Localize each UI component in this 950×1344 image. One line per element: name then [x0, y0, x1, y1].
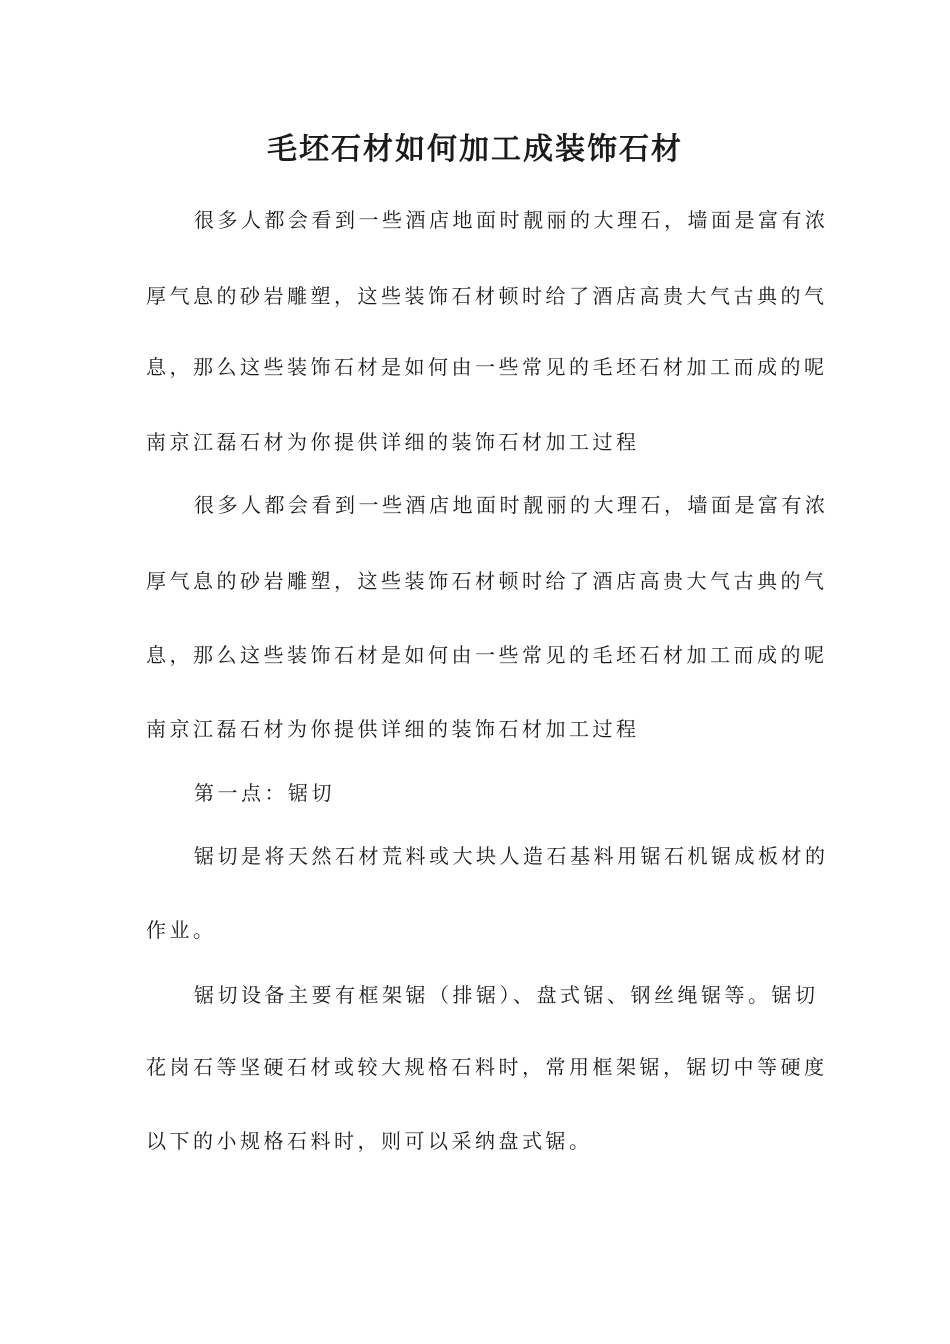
paragraph-2-line-2: 厚气息的砂岩雕塑，这些装饰石材顿时给了酒店高贵大气古典的气	[146, 569, 828, 593]
paragraph-2-line-1: 很多人都会看到一些酒店地面时靓丽的大理石，墙面是富有浓	[194, 493, 829, 517]
paragraph-2-line-4: 南京江磊石材为你提供详细的装饰石材加工过程	[146, 717, 640, 741]
paragraph-1-line-1: 很多人都会看到一些酒店地面时靓丽的大理石，墙面是富有浓	[194, 208, 829, 232]
paragraph-3-line-2: 作业。	[146, 918, 217, 942]
document-title: 毛坯石材如何加工成装饰石材	[267, 132, 683, 167]
paragraph-4-line-3: 以下的小规格石料时，则可以采纳盘式锯。	[146, 1129, 593, 1153]
paragraph-4-line-2: 花岗石等坚硬石材或较大规格石料时，常用框架锯，锯切中等硬度	[146, 1055, 828, 1079]
section-heading: 第一点：锯切	[194, 781, 335, 805]
paragraph-1-line-2: 厚气息的砂岩雕塑，这些装饰石材顿时给了酒店高贵大气古典的气	[146, 284, 828, 308]
paragraph-1-line-3: 息，那么这些装饰石材是如何由一些常见的毛坯石材加工而成的呢	[146, 355, 828, 379]
paragraph-4-line-1: 锯切设备主要有框架锯（排锯）、盘式锯、钢丝绳锯等。锯切	[194, 983, 819, 1007]
paragraph-3-line-1: 锯切是将天然石材荒料或大块人造石基料用锯石机锯成板材的	[194, 844, 829, 868]
paragraph-1-line-4: 南京江磊石材为你提供详细的装饰石材加工过程	[146, 430, 640, 454]
paragraph-2-line-3: 息，那么这些装饰石材是如何由一些常见的毛坯石材加工而成的呢	[146, 643, 828, 667]
